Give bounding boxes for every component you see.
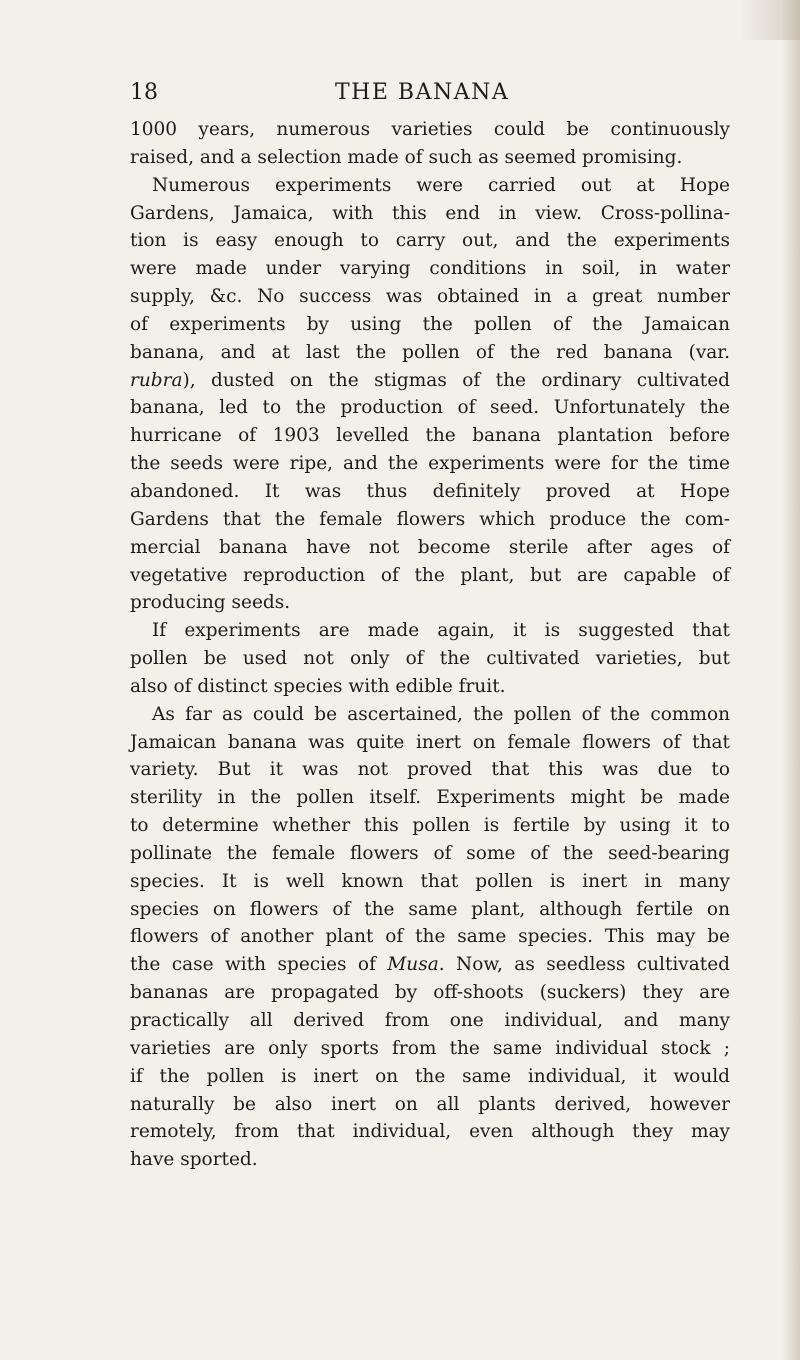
text-line: Numerous experiments were carried out at Hope bbox=[152, 174, 730, 196]
text-line: abandoned. It was thus definitely proved at Hope bbox=[130, 480, 730, 502]
text-line: bananas are propagated by off-shoots (suckers) they are bbox=[130, 982, 730, 1004]
page-corner-shadow bbox=[740, 0, 800, 40]
text-line: Jamaican banana was quite inert on female flowers of that bbox=[130, 731, 730, 753]
text-line: mercial banana have not become sterile after ages of bbox=[130, 536, 730, 558]
text-line: vegetative reproduction of the plant, but are capable of bbox=[130, 564, 730, 586]
text-line: hurricane of 1903 levelled the banana plantation before bbox=[130, 425, 730, 447]
text-line: Gardens that the female flowers which produce the com- bbox=[130, 508, 730, 530]
page-header bbox=[130, 80, 730, 110]
text-line: were made under varying conditions in soil, in water bbox=[130, 258, 730, 280]
text-segment: ), dusted on the stigmas of the ordinary cultivated bbox=[182, 369, 730, 391]
text-line: species on flowers of the same plant, although fertile on bbox=[130, 898, 730, 920]
text-line: flowers of another plant of the same species. This may be bbox=[130, 926, 730, 948]
text-line: if the pollen is inert on the same individual, it would bbox=[130, 1065, 730, 1087]
text-line: the seeds were ripe, and the experiments were for the time bbox=[130, 453, 730, 475]
italic-term: rubra bbox=[130, 369, 183, 391]
text-line: banana, and at last the pollen of the red banana (var. bbox=[130, 341, 730, 363]
text-line: If experiments are made again, it is suggested that bbox=[152, 620, 730, 642]
text-line: have sported. bbox=[130, 1149, 258, 1171]
text-line bbox=[130, 367, 730, 395]
text-line: remotely, from that individual, even although they may bbox=[130, 1121, 730, 1143]
page-edge-shadow bbox=[782, 0, 800, 1360]
text-line: Gardens, Jamaica, with this end in view. Cross-pollina- bbox=[130, 202, 730, 224]
text-line: species. It is well known that pollen is inert in many bbox=[130, 870, 730, 892]
text-line: naturally be also inert on all plants derived, however bbox=[130, 1093, 730, 1115]
text-line: 1000 years, numerous varieties could be continuously bbox=[130, 119, 730, 140]
text-line: pollinate the female flowers of some of the seed-bearing bbox=[130, 842, 730, 864]
text-line: As far as could be ascertained, the pollen of the common bbox=[152, 703, 730, 725]
text-line: pollen be used not only of the cultivated varieties, but bbox=[130, 648, 730, 670]
text-line: supply, &c. No success was obtained in a great number bbox=[130, 286, 730, 308]
page-number: 18 bbox=[130, 80, 158, 105]
text-line: variety. But it was not proved that this was due to bbox=[130, 759, 730, 781]
text-line: sterility in the pollen itself. Experiments might be made bbox=[130, 787, 730, 809]
text-line: raised, and a selection made of such as seemed promising. bbox=[130, 146, 683, 168]
text-line: practically all derived from one individual, and many bbox=[130, 1010, 730, 1031]
text-line: tion is easy enough to carry out, and the experiments bbox=[130, 230, 730, 252]
text-line: producing seeds. bbox=[130, 592, 291, 614]
text-line: of experiments by using the pollen of the Jamaican bbox=[130, 313, 730, 335]
body-text bbox=[130, 116, 730, 1174]
text-line: to determine whether this pollen is fertile by using it to bbox=[130, 815, 730, 837]
text-segment: the case with species of bbox=[130, 954, 388, 976]
text-line bbox=[130, 951, 730, 979]
italic-term: Musa bbox=[387, 954, 439, 976]
text-line: banana, led to the production of seed. Unfortunately the bbox=[130, 397, 730, 419]
text-line: varieties are only sports from the same individual stock ; bbox=[130, 1037, 730, 1059]
text-segment: . Now, as seedless cultivated bbox=[438, 954, 731, 976]
running-title: THE BANANA bbox=[335, 80, 510, 105]
text-line: also of distinct species with edible fruit. bbox=[130, 675, 506, 697]
